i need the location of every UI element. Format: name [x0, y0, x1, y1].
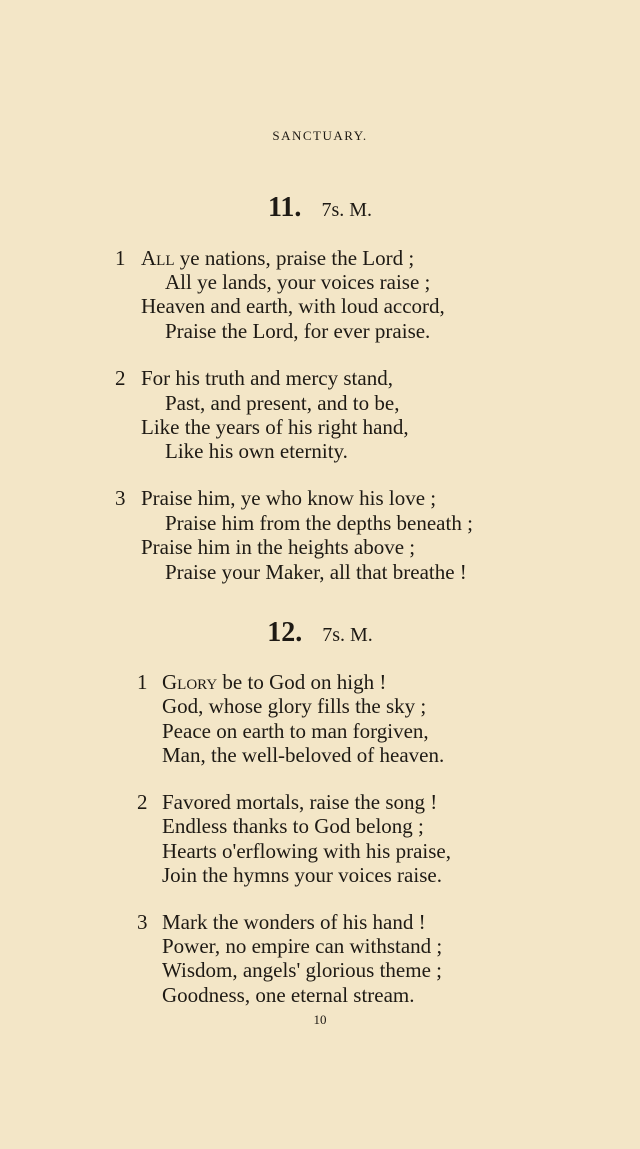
stanza-line: For his truth and mercy stand, [141, 366, 393, 390]
stanza-line: Praise him from the depths beneath ; [165, 511, 473, 535]
hymn-number: 11. [267, 192, 302, 223]
stanza-line: Peace on earth to man forgiven, [162, 719, 429, 743]
stanza-line-rest: be to God on high ! [217, 670, 387, 694]
hymn-heading-12 [0, 617, 640, 649]
stanza-line: God, whose glory fills the sky ; [162, 694, 427, 718]
stanza-line: Mark the wonders of his hand ! [162, 910, 426, 934]
stanza-number: 2 [115, 366, 126, 390]
stanza-line: All ye lands, your voices raise ; [165, 270, 431, 294]
stanza-line: Wisdom, angels' glorious theme ; [162, 958, 442, 982]
stanza-line: Hearts o'erflowing with his praise, [162, 839, 451, 863]
stanza-line: Heaven and earth, with loud accord, [141, 294, 445, 318]
stanza-number: 2 [137, 790, 148, 814]
stanza-line: Past, and present, and to be, [165, 391, 400, 415]
stanza-line [162, 670, 386, 694]
stanza-line: Man, the well-beloved of heaven. [162, 743, 445, 767]
stanza-number: 3 [137, 910, 148, 934]
stanza-line: Like his own eternity. [165, 439, 348, 463]
hymn-meter: 7s. M. [322, 624, 373, 646]
stanza-line: Praise him, ye who know his love ; [141, 486, 437, 510]
stanza-number: 3 [115, 486, 126, 510]
hymn-number: 12. [267, 617, 303, 648]
stanza-line [141, 246, 414, 270]
stanza-line-rest: ye nations, praise the Lord ; [174, 246, 415, 270]
page-number: 10 [313, 1012, 327, 1027]
stanza-line: Praise him in the heights above ; [141, 535, 416, 559]
hymn-heading-11 [0, 192, 640, 224]
stanza-number: 1 [115, 246, 126, 270]
stanza-line: Like the years of his right hand, [141, 415, 409, 439]
stanza-line: Power, no empire can withstand ; [162, 934, 443, 958]
stanza-line: Join the hymns your voices raise. [162, 863, 442, 887]
stanza-line: Goodness, one eternal stream. [162, 983, 415, 1007]
running-head: SANCTUARY. [272, 128, 368, 143]
stanza-line: Praise the Lord, for ever praise. [165, 319, 431, 343]
stanza-first-word: All [141, 246, 175, 270]
hymn-meter: 7s. M. [321, 199, 373, 221]
stanza-number: 1 [137, 670, 148, 694]
stanza-line: Praise your Maker, all that breathe ! [165, 560, 467, 584]
stanza-line: Favored mortals, raise the song ! [162, 790, 438, 814]
stanza-line: Endless thanks to God belong ; [162, 814, 424, 838]
stanza-first-word: Glory [162, 670, 218, 694]
